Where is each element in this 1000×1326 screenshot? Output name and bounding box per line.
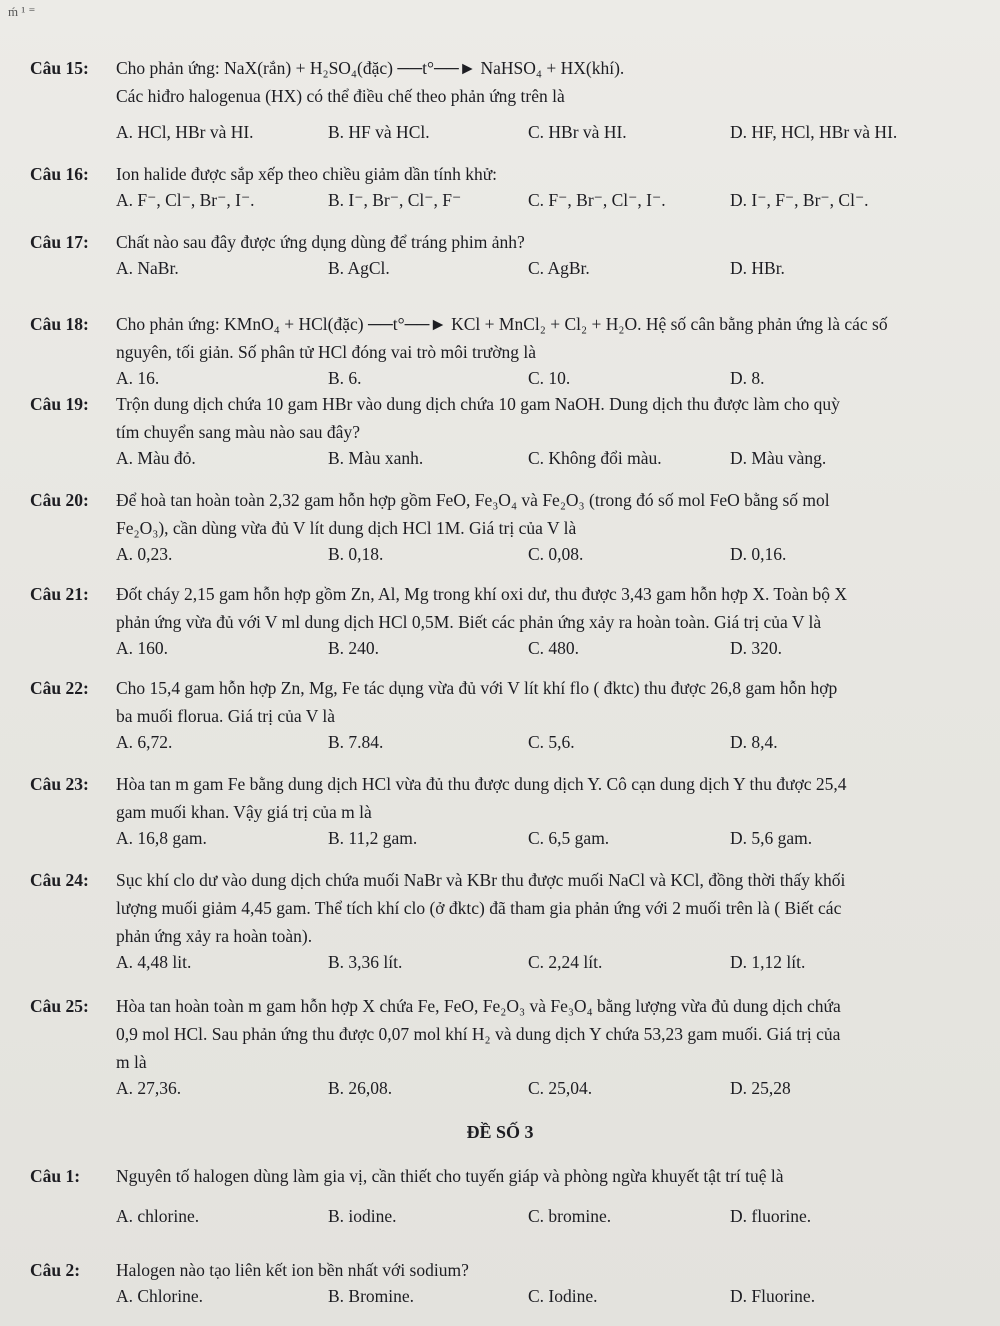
question-text: Sục khí clo dư vào dung dịch chứa muối NaBr và KBr thu được muối NaCl và KCl, đồng thời thấy khối: [116, 870, 846, 890]
option-d: D. HBr.: [730, 258, 785, 278]
option-d: D. 0,16.: [730, 544, 787, 564]
question-20: [30, 486, 960, 572]
question-number: Câu 16:: [30, 164, 89, 184]
question-text: Ion halide được sắp xếp theo chiều giảm dần tính khử:: [116, 164, 498, 184]
option-c: C. bromine.: [528, 1206, 612, 1226]
question-number: Câu 22:: [30, 678, 89, 698]
option-b: B. 6.: [328, 368, 362, 388]
answer-options: [30, 1076, 960, 1106]
option-b: B. 240.: [328, 638, 380, 658]
option-c: C. 10.: [528, 368, 571, 388]
option-c: C. HBr và HI.: [528, 122, 627, 142]
question-number: Câu 2:: [30, 1260, 81, 1280]
question-text: Cho 15,4 gam hỗn hợp Zn, Mg, Fe tác dụng vừa đủ với V lít khí flo ( đktc) thu được 26,8 gam hỗn hợp: [116, 678, 838, 698]
option-c: C. 5,6.: [528, 732, 575, 752]
answer-options: [30, 256, 960, 286]
answer-options: [30, 826, 960, 856]
answer-options: [30, 188, 960, 218]
option-d: D. 1,12 lít.: [730, 952, 806, 972]
option-c: C. F⁻, Br⁻, Cl⁻, I⁻.: [528, 190, 666, 210]
option-d: D. 320.: [730, 638, 783, 658]
option-b: B. 3,36 lít.: [328, 952, 403, 972]
option-a: A. 6,72.: [116, 732, 173, 752]
answer-options: [30, 446, 960, 476]
option-d: D. HF, HCl, HBr và HI.: [730, 122, 898, 142]
question-23: [30, 770, 960, 856]
option-a: A. Chlorine.: [116, 1286, 204, 1306]
option-b: B. 11,2 gam.: [328, 828, 418, 848]
option-a: A. Màu đỏ.: [116, 448, 196, 468]
question-text: gam muối khan. Vậy giá trị của m là: [116, 802, 372, 822]
option-d: D. 5,6 gam.: [730, 828, 813, 848]
question-text: Cho phản ứng: NaX(rắn) + H₂SO₄(đặc) ──t°──► NaHSO₄ + HX(khí).: [116, 58, 625, 78]
question-number: Câu 17:: [30, 232, 89, 252]
option-d: D. Màu vàng.: [730, 448, 827, 468]
question-text: Nguyên tố halogen dùng làm gia vị, cần thiết cho tuyến giáp và phòng ngừa khuyết tật trí tuệ là: [116, 1166, 784, 1186]
question-16: [30, 160, 960, 218]
option-b: B. 7.84.: [328, 732, 384, 752]
question-text: Fe₂O₃), cần dùng vừa đủ V lít dung dịch HCl 1M. Giá trị của V là: [116, 518, 577, 538]
answer-options: [30, 636, 960, 666]
option-d: D. 25,28: [730, 1078, 791, 1098]
question-number: Câu 21:: [30, 584, 89, 604]
question-25: [30, 992, 960, 1106]
question-text: Hòa tan m gam Fe bằng dung dịch HCl vừa đủ thu được dung dịch Y. Cô cạn dung dịch Y thu được 25,4: [116, 774, 847, 794]
option-b: B. iodine.: [328, 1206, 397, 1226]
question-number: Câu 19:: [30, 394, 89, 414]
option-c: C. 480.: [528, 638, 580, 658]
option-d: D. Fluorine.: [730, 1286, 816, 1306]
option-c: C. AgBr.: [528, 258, 590, 278]
question-18: [30, 310, 960, 396]
question-number: Câu 18:: [30, 314, 89, 334]
question-number: Câu 1:: [30, 1166, 81, 1186]
option-b: B. Màu xanh.: [328, 448, 424, 468]
question-text: Các hiđro halogenua (HX) có thể điều chế theo phản ứng trên là: [116, 86, 565, 106]
option-b: B. AgCl.: [328, 258, 390, 278]
question-24: [30, 866, 960, 980]
question-text: nguyên, tối giản. Số phân tử HCl đóng vai trò môi trường là: [116, 342, 536, 362]
option-a: A. 16,8 gam.: [116, 828, 207, 848]
answer-options: [30, 950, 960, 980]
question-text: Để hoà tan hoàn toàn 2,32 gam hỗn hợp gồm FeO, Fe₃O₄ và Fe₂O₃ (trong đó số mol FeO bằng số mol: [116, 490, 830, 510]
question-text: Đốt cháy 2,15 gam hỗn hợp gồm Zn, Al, Mg trong khí oxi dư, thu được 3,43 gam hỗn hợp X. Toàn bộ X: [116, 584, 848, 604]
question-15: [30, 54, 960, 150]
question-22: [30, 674, 960, 760]
option-a: A. 16.: [116, 368, 160, 388]
option-c: C. Iodine.: [528, 1286, 598, 1306]
option-a: A. chlorine.: [116, 1206, 200, 1226]
answer-options: [30, 542, 960, 572]
question-21: [30, 580, 960, 666]
option-a: A. 160.: [116, 638, 169, 658]
question-text: Halogen nào tạo liên kết ion bền nhất với sodium?: [116, 1260, 469, 1280]
option-b: B. HF và HCl.: [328, 122, 430, 142]
answer-options: [30, 1284, 960, 1314]
question-text: 0,9 mol HCl. Sau phản ứng thu được 0,07 mol khí H₂ và dung dịch Y chứa 53,23 gam muối. Giá trị của: [116, 1024, 841, 1044]
option-a: A. 0,23.: [116, 544, 173, 564]
option-b: B. Bromine.: [328, 1286, 415, 1306]
question-number: Câu 25:: [30, 996, 89, 1016]
question-2: [30, 1256, 960, 1314]
option-a: A. NaBr.: [116, 258, 179, 278]
question-number: Câu 24:: [30, 870, 89, 890]
question-text: phản ứng xảy ra hoàn toàn).: [116, 926, 313, 946]
option-c: C. 25,04.: [528, 1078, 593, 1098]
question-number: Câu 15:: [30, 58, 89, 78]
question-number: Câu 23:: [30, 774, 89, 794]
question-text: Cho phản ứng: KMnO₄ + HCl(đặc) ──t°──► KCl + MnCl₂ + Cl₂ + H₂O. Hệ số cân bằng phản ứng là các số: [116, 314, 888, 334]
question-text: Trộn dung dịch chứa 10 gam HBr vào dung dịch chứa 10 gam NaOH. Dung dịch thu được làm cho quỳ: [116, 394, 840, 414]
question-text: Hòa tan hoàn toàn m gam hỗn hợp X chứa Fe, FeO, Fe₂O₃ và Fe₃O₄ bằng lượng vừa đủ dung dịch chứa: [116, 996, 841, 1016]
question-number: Câu 20:: [30, 490, 89, 510]
option-b: B. 26,08.: [328, 1078, 393, 1098]
option-d: D. fluorine.: [730, 1206, 812, 1226]
question-text: phản ứng vừa đủ với V ml dung dịch HCl 0,5M. Biết các phản ứng xảy ra hoàn toàn. Giá trị của V là: [116, 612, 822, 632]
option-d: D. 8,4.: [730, 732, 778, 752]
option-a: A. 27,36.: [116, 1078, 182, 1098]
question-17: [30, 228, 960, 286]
option-c: C. 0,08.: [528, 544, 584, 564]
question-text: Chất nào sau đây được ứng dụng dùng để tráng phim ảnh?: [116, 232, 525, 252]
section-title: ĐỀ SỐ 3: [466, 1122, 534, 1142]
corner-mark: ḿ ¹ ⁼: [8, 4, 36, 19]
option-b: B. 0,18.: [328, 544, 384, 564]
answer-options: [30, 120, 960, 150]
question-text: ba muối florua. Giá trị của V là: [116, 706, 336, 726]
question-19: [30, 390, 960, 476]
option-c: C. 6,5 gam.: [528, 828, 610, 848]
answer-options: [30, 1204, 960, 1234]
option-a: A. 4,48 lit.: [116, 952, 192, 972]
question-1: [30, 1162, 960, 1234]
question-text: tím chuyển sang màu nào sau đây?: [116, 422, 360, 442]
option-d: D. 8.: [730, 368, 765, 388]
option-c: C. 2,24 lít.: [528, 952, 603, 972]
option-a: A. HCl, HBr và HI.: [116, 122, 254, 142]
answer-options: [30, 730, 960, 760]
option-c: C. Không đổi màu.: [528, 448, 662, 468]
option-d: D. I⁻, F⁻, Br⁻, Cl⁻.: [730, 190, 869, 210]
option-a: A. F⁻, Cl⁻, Br⁻, I⁻.: [116, 190, 255, 210]
question-text: m là: [116, 1052, 147, 1072]
question-text: lượng muối giảm 4,45 gam. Thể tích khí clo (ở đktc) đã tham gia phản ứng với 2 muối trên là ( Biết các: [116, 898, 842, 918]
option-b: B. I⁻, Br⁻, Cl⁻, F⁻: [328, 190, 462, 210]
